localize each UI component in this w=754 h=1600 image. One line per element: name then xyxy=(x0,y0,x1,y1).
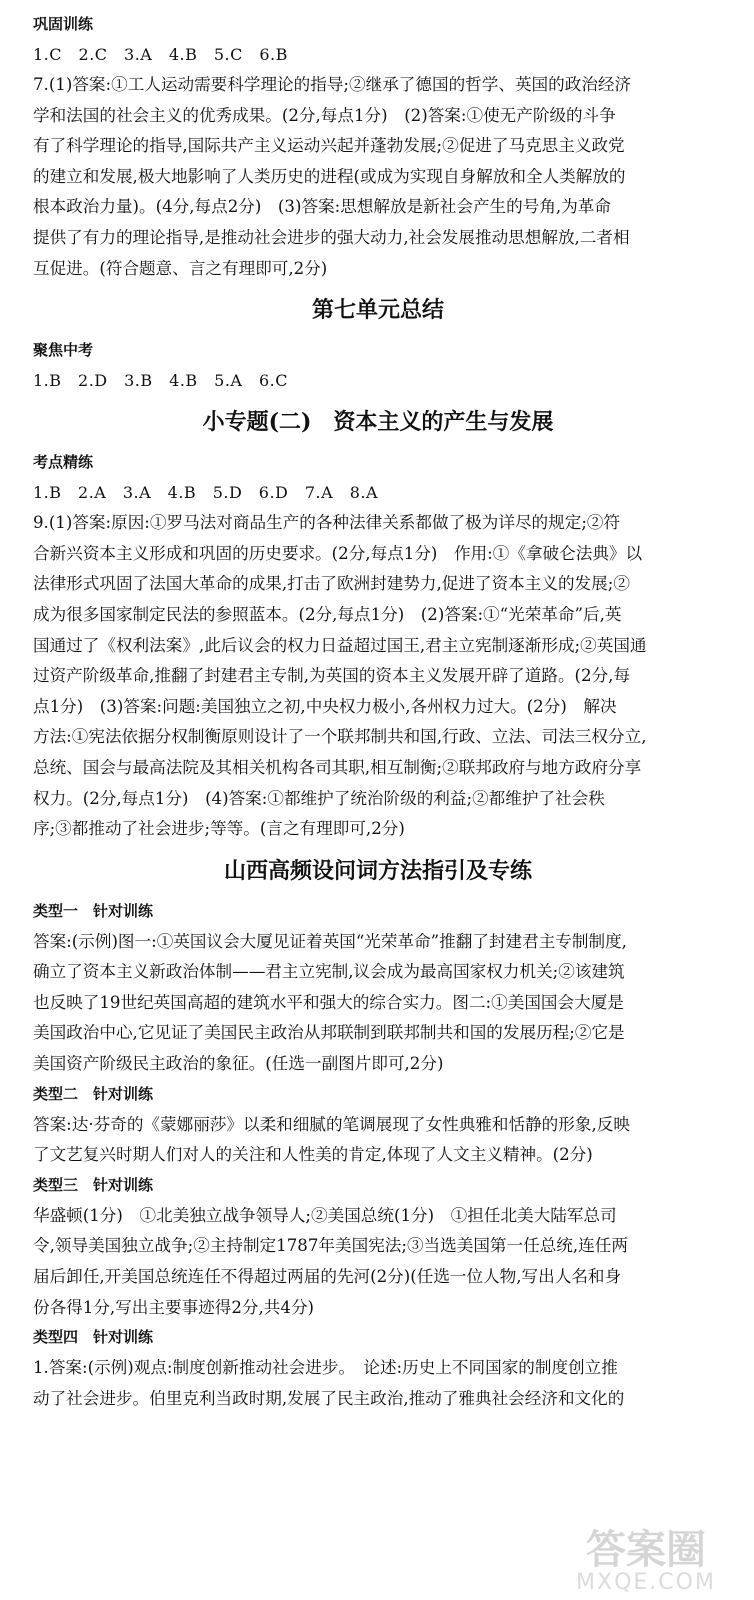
section-label-gonggu: 巩固训练 xyxy=(33,15,94,33)
text-line: 点1分) (3)答案:问题:美国独立之初,中央权力极小,各州权力过大。(2分) 解决 xyxy=(33,696,617,716)
paragraph-type3 xyxy=(33,1201,723,1323)
text-line: 9.(1)答案:原因:①罗马法对商品生产的各种法律关系都做了极为详尽的规定;②符 xyxy=(33,513,621,533)
answers-jujiao: 1.B 2.D 3.B 4.B 5.A 6.C xyxy=(33,371,288,391)
text-line: 确立了资本主义新政治体制——君主立宪制,议会成为最高国家权力机关;②该建筑 xyxy=(33,962,625,982)
text-line: 根本政治力量)。(4分,每点2分) (3)答案:思想解放是新社会产生的号角,为革命 xyxy=(33,197,611,217)
section-label-type1: 类型一 针对训练 xyxy=(33,901,154,920)
section-label-type3: 类型三 针对训练 xyxy=(33,1175,154,1194)
paragraph-type1 xyxy=(33,927,723,1080)
text-line: 也反映了19世纪英国高超的建筑水平和强大的综合实力。图二:①美国国会大厦是 xyxy=(33,992,624,1012)
text-line: 国通过了《权利法案》,此后议会的权力日益超过国王,君主立宪制逐渐形成;②英国通 xyxy=(33,635,647,655)
answers-gonggu: 1.C 2.C 3.A 4.B 5.C 6.B xyxy=(33,45,288,64)
watermark-logo xyxy=(546,1527,746,1595)
text-line: 华盛顿(1分) ①北美独立战争领导人;②美国总统(1分) ①担任北美大陆军总司 xyxy=(33,1205,617,1225)
paragraph-type2 xyxy=(33,1110,723,1171)
heading-unit7-summary: 第七单元总结 xyxy=(311,297,444,324)
text-line: 合新兴资本主义形成和巩固的历史要求。(2分,每点1分) 作用:①《拿破仑法典》以 xyxy=(33,543,643,563)
text-line: 届后卸任,开美国总统连任不得超过两届的先河(2分)(任选一位人物,写出人名和身 xyxy=(33,1267,622,1287)
text-line: 美国资产阶级民主政治的象征。(任选一副图片即可,2分) xyxy=(33,1054,444,1074)
paragraph-type4 xyxy=(33,1353,723,1414)
text-line: 法律形式巩固了法国大革命的成果,打击了欧洲封建势力,促进了资本主义的发展;② xyxy=(33,574,630,594)
text-line: 1.答案:(示例)观点:制度创新推动社会进步。 论述:历史上不同国家的制度创立推 xyxy=(33,1358,618,1378)
text-line: 答案:(示例)图一:①英国议会大厦见证着英国“光荣革命”推翻了封建君主专制制度, xyxy=(33,931,627,951)
document-page xyxy=(33,10,723,1414)
heading-special-topic-2: 小专题(二) 资本主义的产生与发展 xyxy=(202,409,554,436)
watermark-domain: MXQE.COM xyxy=(576,1570,716,1595)
text-line: 互促进。(符合题意、言之有理即可,2分) xyxy=(33,258,328,278)
text-line: 的建立和发展,极大地影响了人类历史的进程(或成为实现自身解放和全人类解放的 xyxy=(33,166,626,186)
text-line: 美国政治中心,它见证了美国民主政治从邦联制到联邦制共和国的发展历程;②它是 xyxy=(33,1023,625,1043)
text-line: 过资产阶级革命,推翻了封建君主专制,为英国的资本主义发展开辟了道路。(2分,每 xyxy=(33,666,631,686)
section-label-jujiao: 聚焦中考 xyxy=(33,341,94,360)
text-line: 答案:达·芬奇的《蒙娜丽莎》以柔和细腻的笔调展现了女性典雅和恬静的形象,反映 xyxy=(33,1114,630,1134)
section-label-type4: 类型四 针对训练 xyxy=(33,1328,154,1347)
paragraph-q7 xyxy=(33,70,723,284)
text-line: 序;③都推动了社会进步;等等。(言之有理即可,2分) xyxy=(33,819,405,839)
text-line: 成为很多国家制定民法的参照蓝本。(2分,每点1分) (2)答案:①“光荣革命”后,英 xyxy=(33,604,622,624)
text-line: 7.(1)答案:①工人运动需要科学理论的指导;②继承了德国的哲学、英国的政治经济 xyxy=(33,75,632,94)
paragraph-q9 xyxy=(33,508,723,845)
heading-shanxi-methods: 山西高频设问词方法指引及专练 xyxy=(223,857,532,884)
section-label-type2: 类型二 针对训练 xyxy=(33,1084,154,1103)
section-label-kaodian: 考点精练 xyxy=(33,453,94,472)
text-line: 提供了有力的理论指导,是推动社会进步的强大动力,社会发展推动思想解放,二者相 xyxy=(33,227,630,247)
text-line: 权力。(2分,每点1分) (4)答案:①都维护了统治阶级的利益;②都维护了社会秩 xyxy=(33,788,605,808)
text-line: 学和法国的社会主义的优秀成果。(2分,每点1分) (2)答案:①使无产阶级的斗争 xyxy=(33,105,616,125)
text-line: 有了科学理论的指导,国际共产主义运动兴起并蓬勃发展;②促进了马克思主义政党 xyxy=(33,136,625,156)
text-line: 了文艺复兴时期人们对人的关注和人性美的肯定,体现了人文主义精神。(2分) xyxy=(33,1145,593,1165)
text-line: 方法:①宪法依据分权制衡原则设计了一个联邦制共和国,行政、立法、司法三权分立, xyxy=(33,727,647,747)
text-line: 动了社会进步。伯里克利当政时期,发展了民主政治,推动了雅典社会经济和文化的 xyxy=(33,1388,625,1408)
answers-kaodian: 1.B 2.A 3.A 4.B 5.D 6.D 7.A 8.A xyxy=(33,483,379,503)
text-line: 份各得1分,写出主要事迹得2分,共4分) xyxy=(33,1297,315,1317)
text-line: 总统、国会与最高法院及其相关机构各司其职,相互制衡;②联邦政府与地方政府分享 xyxy=(33,757,642,777)
text-line: 令,领导美国独立战争;②主持制定1787年美国宪法;③当选美国第一任总统,连任两 xyxy=(33,1236,628,1256)
watermark-text: 答案圈 xyxy=(586,1527,706,1573)
